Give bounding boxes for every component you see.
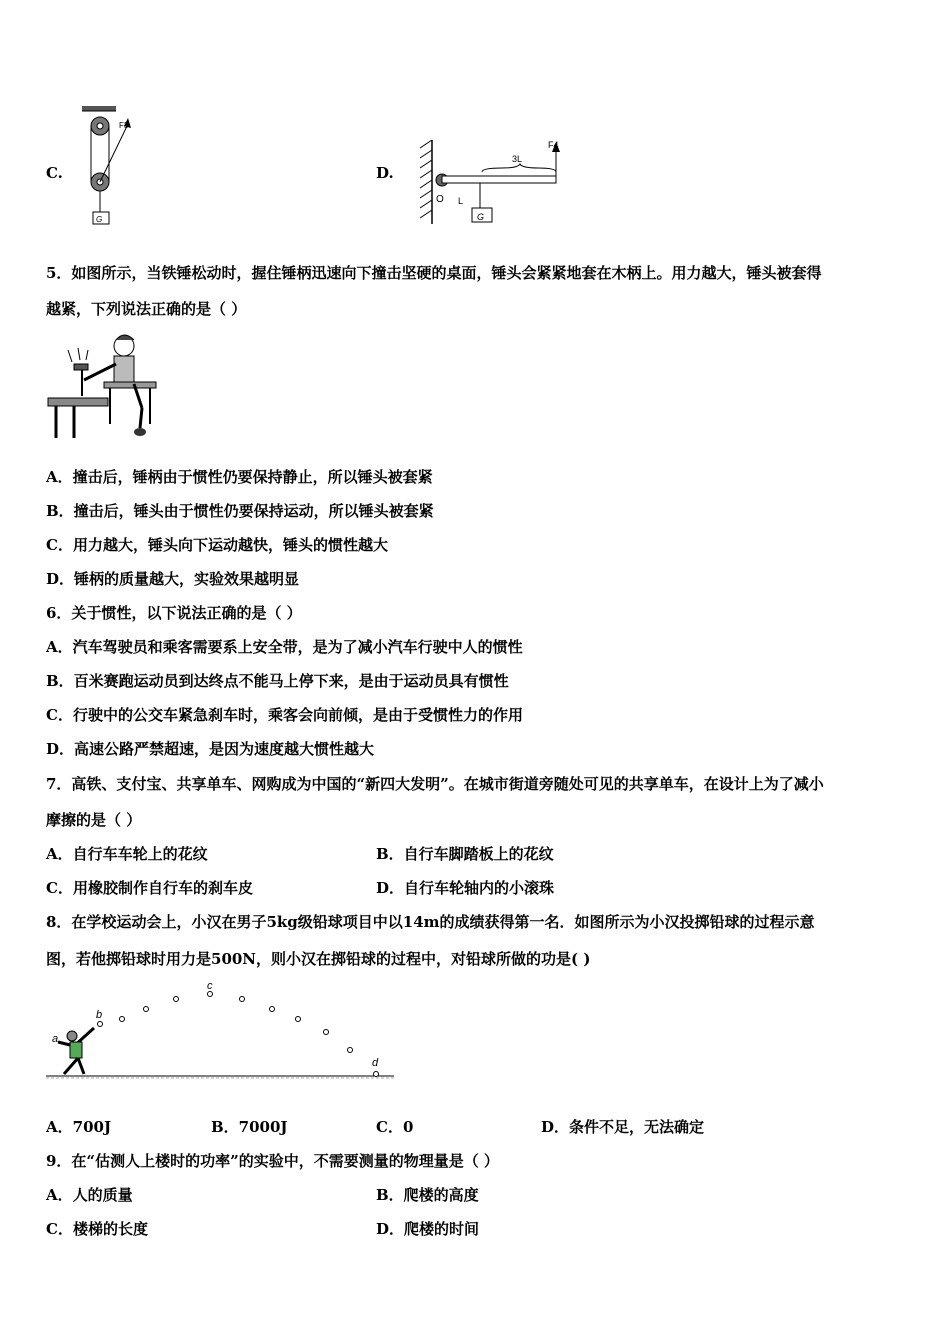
q7-option-b: B．自行车脚踏板上的花纹 <box>376 845 554 863</box>
q7-stem-line1: 7．高铁、支付宝、共享单车、网购成为中国的“新四大发明”。在城市街道旁随处可见的共享单车，在设计上为了减小 <box>46 775 824 793</box>
q5-option-a: A．撞击后，锤柄由于惯性仍要保持静止，所以锤头被套紧 <box>46 468 433 486</box>
q4-d-long-arm-label: 3L <box>512 154 523 164</box>
q6-option-a: A．汽车驾驶员和乘客需要系上安全带，是为了减小汽车行驶中人的惯性 <box>46 638 523 656</box>
q4-option-c-label: C. <box>46 164 63 182</box>
q8-stem-line1: 8．在学校运动会上，小汉在男子5kg级铅球项目中以14m的成绩获得第一名．如图所示为小汉投掷铅球的过程示意 <box>46 913 815 931</box>
q8-option-c: C．0 <box>376 1118 414 1136</box>
q8-option-d: D．条件不足，无法确定 <box>541 1118 705 1136</box>
q4-d-short-arm-label: L <box>458 196 464 206</box>
q5-hammer-illustration <box>44 328 160 448</box>
q4-option-c-pulley-figure <box>80 104 140 232</box>
q7-stem-line2: 摩擦的是（ ） <box>46 811 142 829</box>
q8-option-b: B．7000J <box>211 1118 288 1136</box>
q4-option-d-label: D. <box>376 164 394 182</box>
q4-c-force-label: F3 <box>119 121 129 130</box>
q8-stem-line2: 图，若他掷铅球时用力是500N，则小汉在掷铅球的过程中，对铅球所做的功是( ) <box>46 950 591 968</box>
q4-d-weight-label: G <box>477 212 485 222</box>
q8-point-c: c <box>207 980 213 992</box>
q4-d-pivot-label: O <box>436 194 444 205</box>
q5-option-d: D．锤柄的质量越大，实验效果越明显 <box>46 570 300 588</box>
q6-option-d: D．高速公路严禁超速，是因为速度越大惯性越大 <box>46 740 375 758</box>
q6-option-b: B．百米赛跑运动员到达终点不能马上停下来，是由于运动员具有惯性 <box>46 672 509 690</box>
q9-option-c: C．楼梯的长度 <box>46 1220 148 1238</box>
q8-shot-put-trajectory-figure <box>44 980 396 1086</box>
q5-option-c: C．用力越大，锤头向下运动越快，锤头的惯性越大 <box>46 536 388 554</box>
q7-option-c: C．用橡胶制作自行车的刹车皮 <box>46 879 253 897</box>
q4-option-d-lever-figure <box>412 136 572 232</box>
q5-stem-line2: 越紧，下列说法正确的是（ ） <box>46 300 247 318</box>
q8-point-d: d <box>372 1057 379 1069</box>
q8-point-b: b <box>96 1009 103 1021</box>
q9-option-d: D．爬楼的时间 <box>376 1220 480 1238</box>
q9-option-a: A．人的质量 <box>46 1186 133 1204</box>
q4-c-weight-label: G <box>96 215 103 224</box>
q9-stem: 9．在“估测人上楼时的功率”的实验中，不需要测量的物理量是（ ） <box>46 1152 499 1170</box>
q7-option-a: A．自行车车轮上的花纹 <box>46 845 208 863</box>
q5-stem-line1: 5．如图所示，当铁锤松动时，握住锤柄迅速向下撞击坚硬的桌面，锤头会紧紧地套在木柄上。用力越大，锤头被套得 <box>46 264 822 282</box>
q6-stem: 6．关于惯性，以下说法正确的是（ ） <box>46 604 302 622</box>
q5-option-b: B．撞击后，锤头由于惯性仍要保持运动，所以锤头被套紧 <box>46 502 434 520</box>
q7-option-d: D．自行车轮轴内的小滚珠 <box>376 879 555 897</box>
q9-option-b: B．爬楼的高度 <box>376 1186 479 1204</box>
q8-point-a: a <box>52 1033 59 1045</box>
q4-d-force-label: F4 <box>548 140 559 150</box>
q6-option-c: C．行驶中的公交车紧急刹车时，乘客会向前倾，是由于受惯性力的作用 <box>46 706 523 724</box>
q8-option-a: A．700J <box>46 1118 112 1136</box>
